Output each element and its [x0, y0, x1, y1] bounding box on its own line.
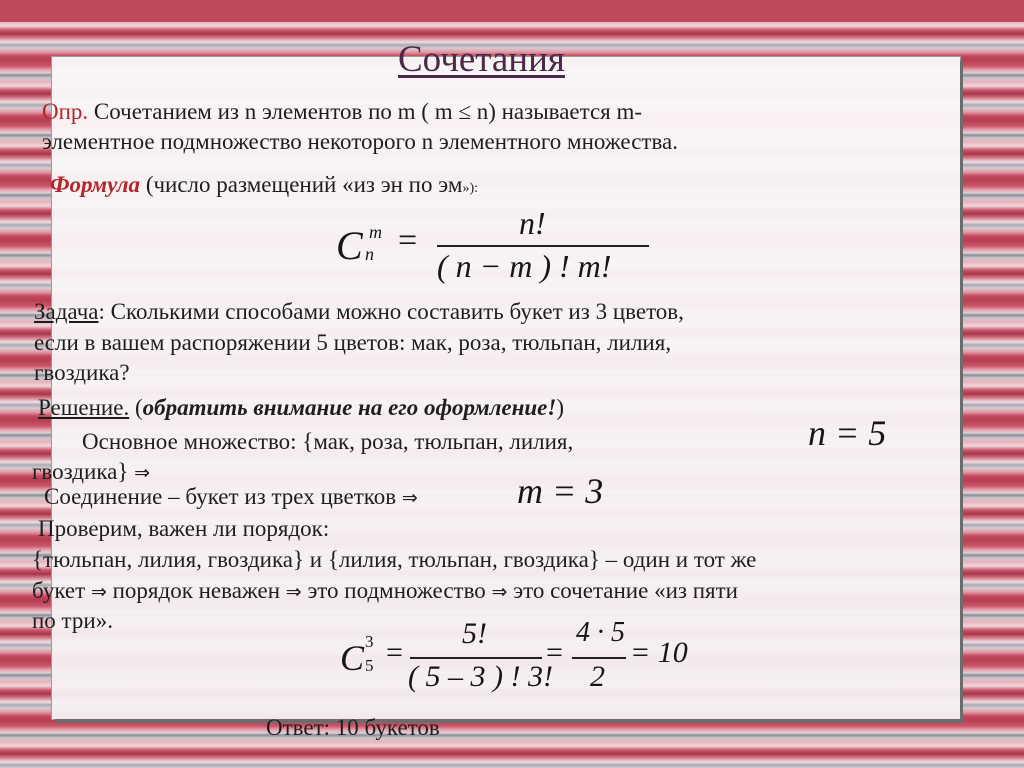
- calc-numerator-2: 4 · 5: [576, 617, 625, 648]
- calc-denominator-2: 2: [590, 660, 605, 693]
- order-text-3: это подмножество: [301, 578, 492, 603]
- formula-intro: [50, 170, 478, 204]
- definition-line-1: [42, 97, 642, 127]
- calc-denominator-1: ( 5 – 3 ) ! 3!: [408, 660, 553, 693]
- solution-close-paren: ): [556, 395, 564, 420]
- top-band: [0, 0, 1024, 22]
- calc-c: C: [340, 638, 365, 678]
- implies-icon: ⇒: [285, 581, 302, 603]
- connection-line: [44, 482, 418, 513]
- calc-eq-2: =: [546, 636, 563, 669]
- implies-icon: ⇒: [90, 581, 107, 603]
- calc-result: = 10: [630, 636, 688, 669]
- definition-label: Опр.: [42, 99, 89, 124]
- solution-label: Решение.: [38, 395, 130, 420]
- implies-icon: ⇒: [134, 462, 151, 484]
- m-equals: m = 3: [517, 471, 604, 511]
- task-label: Задача: [34, 299, 99, 324]
- formula-fraction-bar: [437, 245, 649, 247]
- base-set-text-2: гвоздика}: [32, 459, 135, 484]
- calc-fraction-bar-2: [572, 657, 626, 659]
- calc-sup: 3: [365, 632, 374, 651]
- connection-text: Соединение – букет из трех цветков: [44, 484, 402, 509]
- definition-line-2: элементное подмножество некоторого n элементного множества.: [42, 129, 678, 154]
- page-title: Сочетания: [398, 39, 565, 80]
- order-text-4: это сочетание «из пяти: [507, 578, 738, 603]
- order-text-2: порядок неважен: [106, 578, 286, 603]
- formula-denominator: ( n − m ) ! m!: [437, 248, 612, 284]
- formula-c: C: [336, 223, 363, 268]
- formula-eq: =: [398, 222, 418, 259]
- calc-sub: 5: [365, 656, 374, 675]
- formula-sub: n: [365, 244, 374, 264]
- implies-icon: ⇒: [401, 487, 418, 509]
- formula-numerator: n!: [519, 205, 546, 241]
- base-set-line-1: Основное множество: {мак, роза, тюльпан, лилия,: [82, 429, 574, 454]
- n-equals: n = 5: [808, 413, 887, 453]
- solution-emphasis: обратить внимание на его оформление!: [142, 395, 557, 420]
- answer: Ответ: 10 букетов: [266, 715, 440, 740]
- formula-label: Формула: [50, 172, 141, 197]
- definition-text-1: Сочетанием из n элементов по m ( m ≤ n) называется m-: [88, 99, 643, 124]
- formula-sup: m: [369, 222, 382, 242]
- task-line-1: [34, 297, 684, 327]
- implies-icon: ⇒: [491, 581, 508, 603]
- calc-numerator-1: 5!: [462, 617, 487, 650]
- check-line: Проверим, важен ли порядок:: [38, 516, 330, 541]
- formula-note: (число размещений «из эн по эм: [145, 172, 463, 197]
- order-line-2: [32, 576, 738, 607]
- solution-open-paren: (: [129, 395, 143, 420]
- order-text-1: букет: [32, 578, 91, 603]
- calc-eq-1: =: [386, 636, 403, 669]
- calc-fraction-bar-1: [410, 657, 542, 659]
- order-line-1: {тюльпан, лилия, гвоздика} и {лилия, тюльпан, гвоздика} – один и тот же: [32, 547, 757, 572]
- task-line-3: гвоздика?: [34, 360, 130, 385]
- formula-note-end: »):: [462, 181, 479, 196]
- solution-heading: [38, 393, 564, 423]
- task-line-2: если в вашем распоряжении 5 цветов: мак, роза, тюльпан, лилия,: [34, 330, 672, 355]
- order-line-3: по три».: [32, 608, 113, 633]
- task-text-1: : Сколькими способами можно составить букет из 3 цветов,: [98, 299, 684, 324]
